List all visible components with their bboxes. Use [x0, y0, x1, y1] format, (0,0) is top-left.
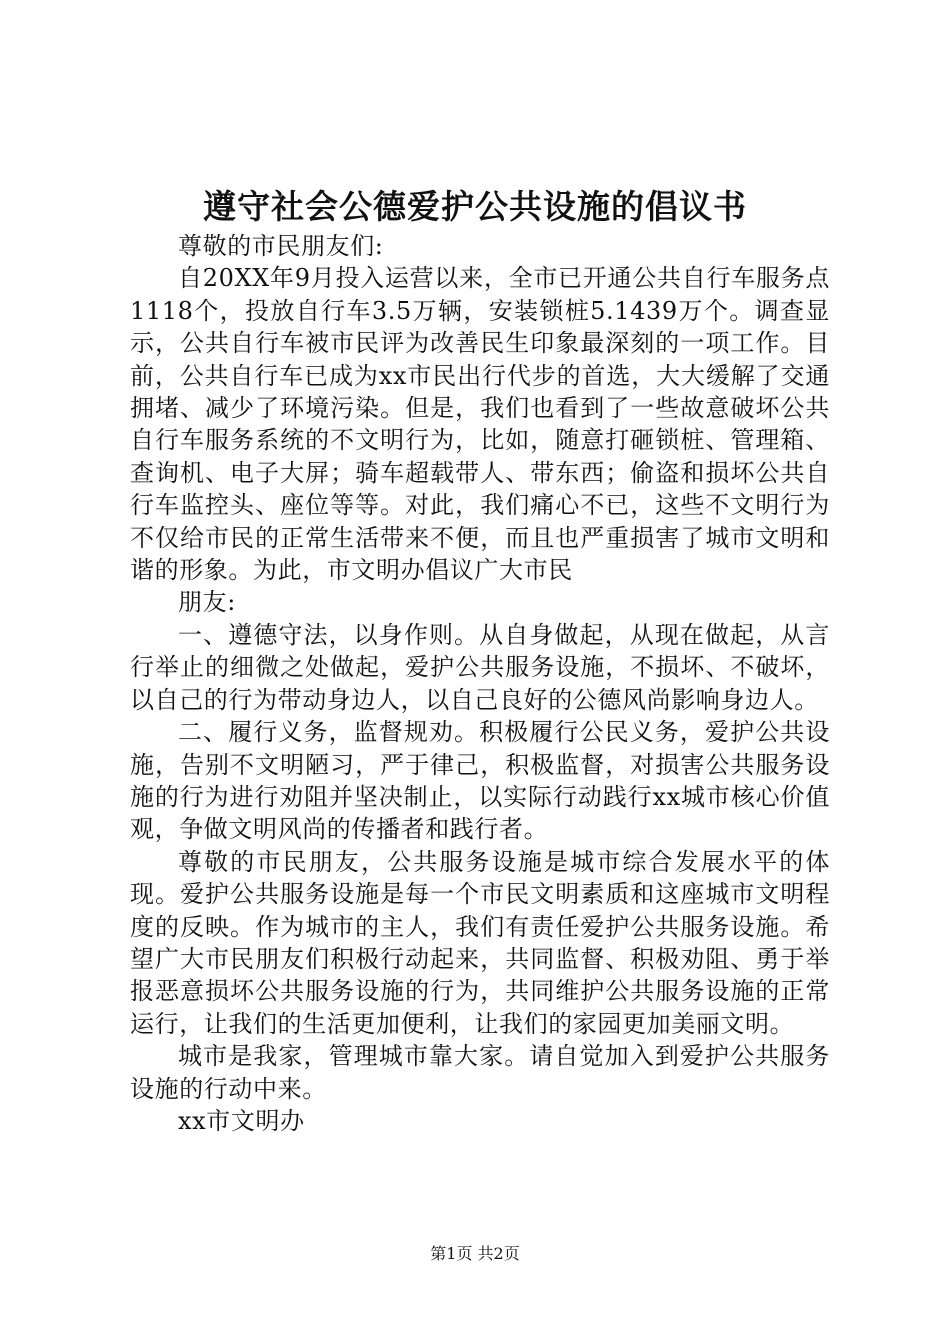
paragraph-intro: 自20XX年9月投入运营以来，全市已开通公共自行车服务点1118个，投放自行车3.5万辆，安装锁桩5.1439万个。调查显示，公共自行车被市民评为改善民生印象最深刻的一项工作。目前，公共自行车已成为xx市民出行代步的首选，大大缓解了交通拥堵、减少了环境污染。但是，我们也看到了一些故意破坏公共自行车服务系统的不文明行为，比如，随意打砸锁桩、管理箱、查询机、电子大屏；骑车超载带人、带东西；偷盗和损坏公共自行车监控头、座位等等。对此，我们痛心不已，这些不文明行为不仅给市民的正常生活带来不便，而且也严重损害了城市文明和谐的形象。为此，市文明办倡议广大市民	[130, 264, 830, 585]
paragraph-point-one: 一、遵德守法，以身作则。从自身做起，从现在做起，从言行举止的细微之处做起，爱护公共服务设施，不损坏、不破坏，以自己的行为带动身边人，以自己良好的公德风尚影响身边人。	[130, 620, 830, 714]
paragraph-appeal: 尊敬的市民朋友，公共服务设施是城市综合发展水平的体现。爱护公共服务设施是每一个市民文明素质和这座城市文明程度的反映。作为城市的主人，我们有责任爱护公共服务设施。希望广大市民朋友们积极行动起来，共同监督、积极劝阻、勇于举报恶意损坏公共服务设施的行为，共同维护公共服务设施的正常运行，让我们的生活更加便利，让我们的家园更加美丽文明。	[130, 847, 830, 1038]
document-body	[130, 230, 830, 1137]
paragraph-closing: 城市是我家，管理城市靠大家。请自觉加入到爱护公共服务设施的行动中来。	[130, 1042, 830, 1103]
document-title: 遵守社会公德爱护公共设施的倡议书	[203, 187, 747, 226]
page-number: 第1页 共2页	[430, 1244, 520, 1263]
signature: xx市文明办	[178, 1106, 305, 1135]
salutation: 尊敬的市民朋友们:	[178, 232, 384, 260]
paragraph-continuation: 朋友:	[178, 588, 236, 617]
paragraph-point-two: 二、履行义务，监督规劝。积极履行公民义务，爱护公共设施，告别不文明陋习，严于律己，积极监督，对损害公共服务设施的行为进行劝阻并坚决制止，以实际行动践行xx城市核心价值观，争做文明风尚的传播者和践行者。	[130, 718, 830, 844]
